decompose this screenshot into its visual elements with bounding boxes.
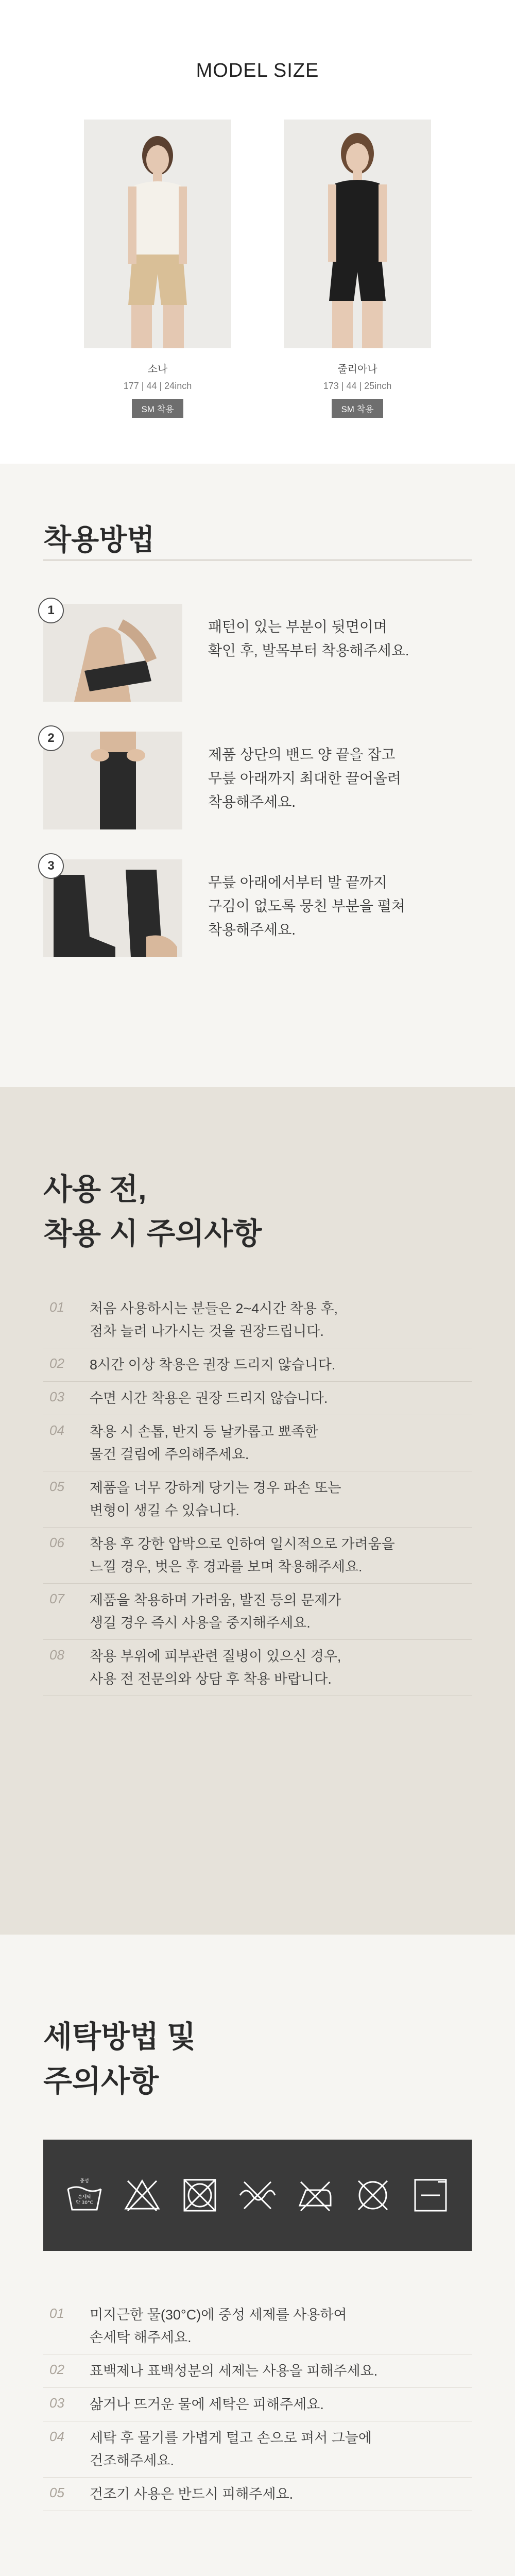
item-number: 02 (49, 1355, 64, 1371)
item-text: 수면 시간 착용은 권장 드리지 않습니다. (90, 1391, 328, 1406)
washing-title: 세탁방법 및 주의사항 (43, 2020, 196, 2098)
item-text: 미지근한 물(30°C)에 중성 세제를 사용하여 손세탁 해주세요. (90, 2307, 347, 2345)
model-size-badge-2: SM 착용 (332, 399, 383, 418)
item-text: 건조기 사용은 반드시 피해주세요. (90, 2486, 294, 2502)
item-text: 착용 부위에 피부관련 질병이 있으신 경우, 사용 전 전문의와 상담 후 착용 바랍니다. (90, 1649, 341, 1687)
item-number: 08 (49, 1647, 64, 1663)
title-divider (43, 560, 472, 561)
wear-step-2-number: 2 (38, 725, 64, 751)
wear-step-3 (43, 859, 472, 957)
list-item (43, 1382, 472, 1415)
wear-step-2-text: 제품 상단의 밴드 양 끝을 잡고 무릎 아래까지 최대한 끌어올려 착용해주세요. (208, 747, 401, 810)
washing-section (0, 1935, 515, 2576)
item-number: 04 (49, 2429, 64, 2444)
model-spec-1: 177 | 44 | 24inch (123, 381, 192, 391)
model-photo-2 (284, 120, 431, 348)
model-size-badge-1: SM 착용 (132, 399, 183, 418)
item-number: 05 (49, 2485, 64, 2500)
item-text: 표백제나 표백성분의 세제는 사용을 피해주세요. (90, 2363, 378, 2379)
wear-step-3-image (43, 859, 182, 957)
wear-step-3-text: 무릎 아래에서부터 발 끝까지 구김이 없도록 뭉친 부분을 펼쳐 착용해주세요. (208, 874, 405, 938)
item-number: 07 (49, 1591, 64, 1606)
item-text: 8시간 이상 착용은 권장 드리지 않습니다. (90, 1357, 336, 1372)
item-number: 06 (49, 1535, 64, 1550)
list-item (43, 2354, 472, 2388)
item-text: 착용 후 강한 압박으로 인하여 일시적으로 가려움을 느낄 경우, 벗은 후 경과를 보며 착용해주세요. (90, 1536, 395, 1574)
washing-list (43, 2298, 472, 2511)
item-number: 02 (49, 2362, 64, 2377)
list-item (43, 1471, 472, 1528)
list-item (43, 2478, 472, 2511)
item-number: 03 (49, 1389, 64, 1404)
dry-flat-icon (410, 2175, 451, 2216)
wear-step-1 (43, 604, 472, 702)
list-item (43, 2421, 472, 2478)
precautions-title: 사용 전, 착용 시 주의사항 (43, 1173, 262, 1250)
item-text: 착용 시 손톱, 반지 등 날카롭고 뾰족한 물건 걸림에 주의해주세요. (90, 1424, 318, 1462)
hand-wash-icon (64, 2175, 105, 2216)
svg-text:손세탁: 손세탁 (77, 2195, 92, 2200)
wear-step-2 (43, 732, 472, 829)
no-wring-icon (237, 2175, 278, 2216)
model-photo-1 (84, 120, 231, 348)
item-number: 05 (49, 1479, 64, 1494)
precautions-section (0, 1087, 515, 1935)
no-dry-clean-icon (352, 2175, 393, 2216)
list-item (43, 1415, 472, 1471)
model-card-1 (84, 120, 231, 418)
list-item (43, 1640, 472, 1696)
list-item (43, 1528, 472, 1584)
precautions-list (43, 1292, 472, 1696)
item-number: 03 (49, 2395, 64, 2411)
model-size-title: MODEL SIZE (196, 60, 319, 81)
care-icons-bar (43, 2140, 472, 2251)
item-text: 처음 사용하시는 분들은 2~4시간 착용 후, 점차 늘려 나가시는 것을 권장드립니다. (90, 1301, 338, 1339)
item-text: 제품을 너무 강하게 당기는 경우 파손 또는 변형이 생길 수 있습니다. (90, 1480, 341, 1518)
item-text: 세탁 후 물기를 가볍게 털고 손으로 펴서 그늘에 건조해주세요. (90, 2430, 372, 2468)
item-number: 01 (49, 1299, 64, 1315)
model-card-2 (284, 120, 431, 418)
no-bleach-icon (122, 2175, 163, 2216)
no-iron-icon (295, 2175, 336, 2216)
how-to-wear-section (0, 464, 515, 1087)
wear-step-1-image (43, 604, 182, 702)
model-size-section (0, 0, 515, 464)
svg-text:약 30°C: 약 30°C (76, 2200, 93, 2206)
wear-step-1-text: 패턴이 있는 부분이 뒷면이며 확인 후, 발목부터 착용해주세요. (208, 619, 409, 658)
wear-step-2-image (43, 732, 182, 829)
list-item (43, 2388, 472, 2421)
wear-step-1-number: 1 (38, 598, 64, 623)
item-number: 01 (49, 2306, 64, 2321)
item-text: 삶거나 뜨거운 물에 세탁은 피해주세요. (90, 2397, 324, 2412)
svg-text:중성: 중성 (80, 2179, 89, 2184)
no-tumble-dry-icon (179, 2175, 220, 2216)
how-to-wear-title: 착용방법 (43, 523, 155, 556)
list-item (43, 2298, 472, 2354)
model-name-2: 줄리아나 (337, 364, 377, 375)
item-number: 04 (49, 1422, 64, 1438)
model-spec-2: 173 | 44 | 25inch (323, 381, 392, 391)
list-item (43, 1292, 472, 1348)
model-name-1: 소나 (147, 364, 168, 375)
item-text: 제품을 착용하며 가려움, 발진 등의 문제가 생길 경우 즉시 사용을 중지해주세요. (90, 1592, 341, 1631)
wear-step-3-number: 3 (38, 853, 64, 879)
list-item (43, 1348, 472, 1382)
list-item (43, 1584, 472, 1640)
